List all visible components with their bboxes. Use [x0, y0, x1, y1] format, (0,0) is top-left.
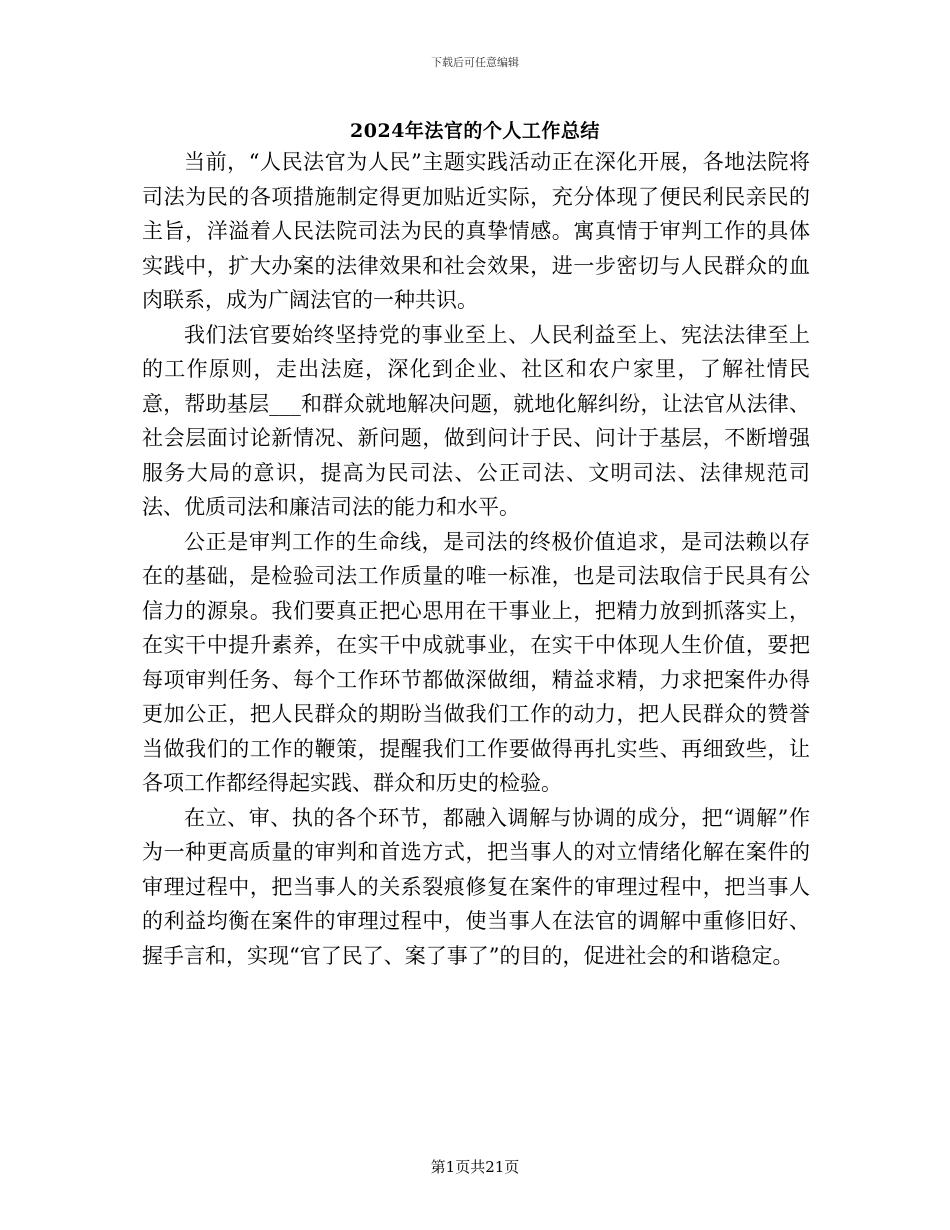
paragraph-1: 当前，“人民法官为人民”主题实践活动正在深化开展，各地法院将司法为民的各项措施制定得更加贴近实际，充分体现了便民利民亲民的主旨，洋溢着人民法院司法为民的真挚情感。寓真情于审判工作的具体实践中，扩大办案的法律效果和社会效果，进一步密切与人民群众的血肉联系，成为广阔法官的一种共识。	[142, 150, 810, 312]
paragraph-4: 在立、审、执的各个环节，都融入调解与协调的成分，把“调解”作为一种更高质量的审判和首选方式，把当事人的对立情绪化解在案件的审理过程中，把当事人的关系裂痕修复在案件的审理过程中，把当事人的利益均衡在案件的审理过程中，使当事人在法官的调解中重修旧好、握手言和，实现“官了民了、案了事了”的目的，促进社会的和谐稳定。	[142, 805, 810, 968]
download-edit-note: 下载后可任意编辑	[431, 56, 519, 69]
document-body	[142, 145, 810, 973]
paragraph-2: 我们法官要始终坚持党的事业至上、人民利益至上、宪法法律至上的工作原则，走出法庭，深化到企业、社区和农户家里，了解社情民意，帮助基层___和群众就地解决问题，就地化解纠纷，让法官从法律、社会层面讨论新情况、新问题，做到问计于民、问计于基层，不断增强服务大局的意识，提高为民司法、公正司法、文明司法、法律规范司法、优质司法和廉洁司法的能力和水平。	[142, 322, 810, 519]
page-number-footer: 第1页共21页	[430, 1158, 520, 1176]
paragraph-3: 公正是审判工作的生命线，是司法的终极价值追求，是司法赖以存在的基础，是检验司法工作质量的唯一标准，也是司法取信于民具有公信力的源泉。我们要真正把心思用在干事业上，把精力放到抓落实上，在实干中提升素养，在实干中成就事业，在实干中体现人生价值，要把每项审判任务、每个工作环节都做深做细，精益求精，力求把案件办得更加公正，把人民群众的期盼当做我们工作的动力，把人民群众的赞誉当做我们的工作的鞭策，提醒我们工作要做得再扎实些、再细致些，让各项工作都经得起实践、群众和历史的检验。	[142, 529, 810, 795]
document-title: 2024年法官的个人工作总结	[350, 120, 600, 142]
